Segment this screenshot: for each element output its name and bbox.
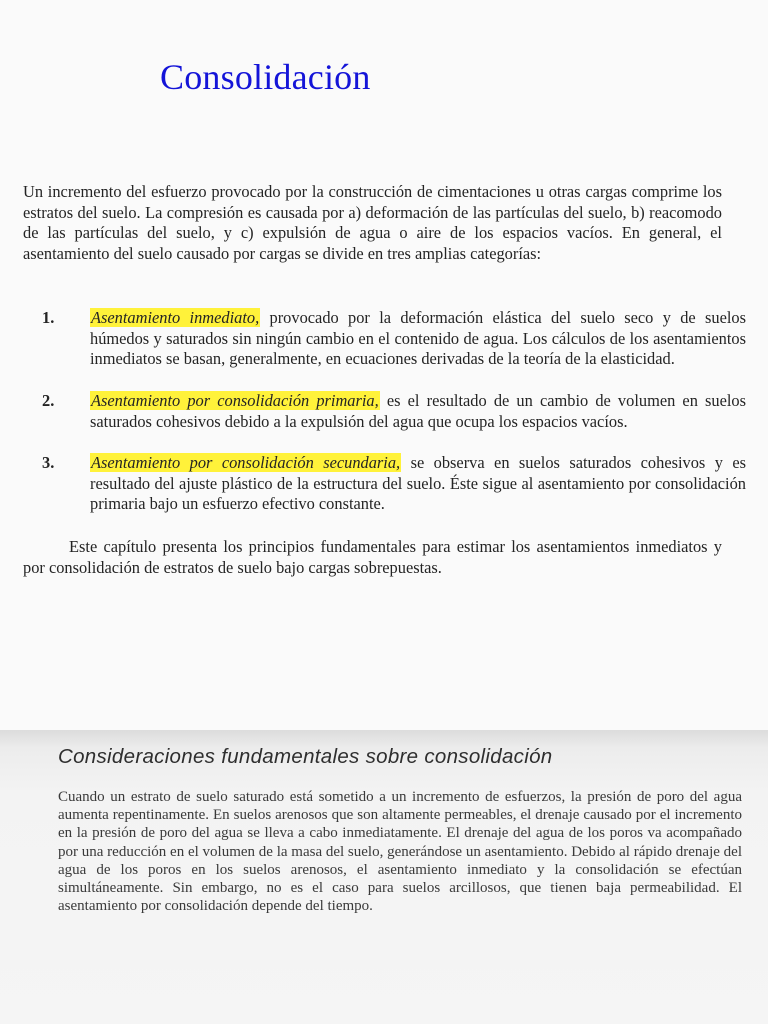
list-item-text: se observa en suelos saturados cohesivos y es resultado del ajuste plástico de la estructura del suelo. Éste sigue al asentamiento por consolidación primaria bajo un esfuerzo efectivo constante. bbox=[90, 453, 746, 513]
highlighted-term: Asentamiento inmediato, bbox=[91, 308, 260, 327]
list-item-text: provocado por la deformación elástica del suelo seco y de suelos húmedos y saturados sin ningún cambio en el contenido de agua. Los cálculos de los asentamientos inmediatos se basan, generalmente, en ecuaciones derivadas de la teoría de la elasticidad. bbox=[90, 308, 746, 368]
list-item-number: 2. bbox=[42, 391, 55, 410]
list-item bbox=[42, 453, 746, 515]
section-heading: Consideraciones fundamentales sobre consolidación bbox=[58, 745, 553, 768]
page-title: Consolidación bbox=[160, 57, 371, 97]
list-item bbox=[42, 308, 746, 370]
list-item-number: 1. bbox=[42, 308, 55, 327]
list-item bbox=[42, 391, 747, 432]
list-item-text: es el resultado de un cambio de volumen en suelos saturados cohesivos debido a la expulsión del agua que ocupa los espacios vacíos. bbox=[90, 391, 747, 431]
section-body-paragraph: Cuando un estrato de suelo saturado está sometido a un incremento de esfuerzos, la presión de poro del agua aumenta repentinamente. En suelos arenosos que son altamente permeables, el drenaje causado por el incremento en la presión de poro del agua se lleva a cabo inmediatamente. El drenaje del agua de los poros va acompañado por una reducción en el volumen de la masa del suelo, generándose un asentamiento. Debido al rápido drenaje del agua de los poros en los suelos arenosos, el asentamiento inmediato y la consolidación se efectúan simultáneamente. Sin embargo, no es el caso para suelos arcillosos, que tienen baja permeabilidad. El asentamiento por consolidación depende del tiempo. bbox=[58, 789, 742, 915]
chapter-intro-paragraph: Este capítulo presenta los principios fundamentales para estimar los asentamientos inmediatos y por consolidación de estratos de suelo bajo cargas sobrepuestas. bbox=[23, 537, 722, 577]
highlighted-term: Asentamiento por consolidación secundaria, bbox=[91, 453, 401, 472]
intro-paragraph: Un incremento del esfuerzo provocado por la construcción de cimentaciones u otras cargas comprime los estratos del suelo. La compresión es causada por a) deformación de las partículas del suelo, b) reacomodo de las partículas del suelo, y c) expulsión de agua o aire de los espacios vacíos. En general, el asentamiento del suelo causado por cargas se divide en tres amplias categorías: bbox=[23, 182, 722, 263]
highlighted-term: Asentamiento por consolidación primaria, bbox=[91, 391, 379, 410]
list-item-number: 3. bbox=[42, 453, 55, 472]
